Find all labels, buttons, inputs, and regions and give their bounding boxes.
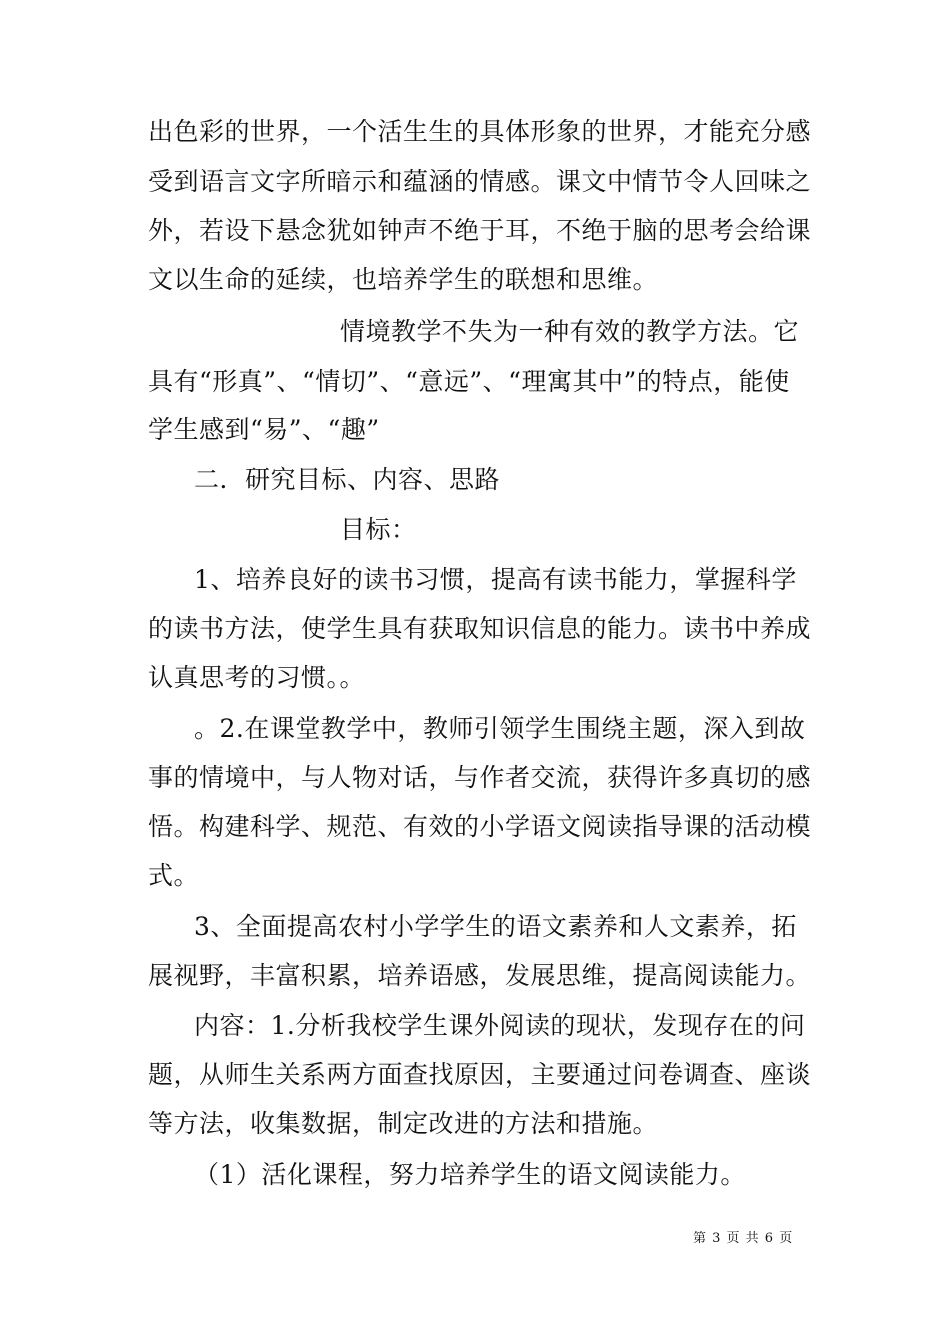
body-text-line: 认真思考的习惯。。 [148,663,366,692]
paragraph-first-line: 。2.在课堂教学中，教师引领学生围绕主题，深入到故 [194,714,806,743]
body-text-line: 受到语言文字所暗示和蕴涵的情感。课文中情节令人回味之 [148,167,812,196]
body-text-line: 外，若设下悬念犹如钟声不绝于耳，不绝于脑的思考会给课 [148,216,812,245]
paragraph-first-line: 1、培养良好的读书习惯，提高有读书能力，掌握科学 [194,565,797,594]
list-item-text: （1）活化课程，努力培养学生的语文阅读能力。 [194,1160,746,1189]
section-heading: 二．研究目标、内容、思路 [194,465,501,494]
subheading-objectives: 目标： [340,515,417,544]
paragraph-first-line: 内容：1.分析我校学生课外阅读的现状，发现存在的问 [194,1011,806,1040]
body-text-line: 事的情境中，与人物对话，与作者交流，获得许多真切的感 [148,763,812,792]
body-text-line: 题，从师生关系两方面查找原因，主要通过问卷调查、座谈 [148,1060,812,1089]
body-text-line: 具有“形真”、“情切”、“意远”、“理寓其中”的特点，能使 [148,367,790,396]
body-text-line: 的读书方法，使学生具有获取知识信息的能力。读书中养成 [148,614,812,643]
body-text-line: 文以生命的延续，也培养学生的联想和思维。 [148,265,659,294]
page-number-footer: 第 3 页 共 6 页 [693,1231,794,1246]
paragraph-first-line: 情境教学不失为一种有效的教学方法。它 [340,317,800,346]
body-text-line: 展视野，丰富积累，培养语感，发展思维，提高阅读能力。 [148,961,812,990]
body-text-line: 等方法，收集数据，制定改进的方法和措施。 [148,1109,659,1138]
paragraph-first-line: 3、全面提高农村小学学生的语文素养和人文素养，拓 [194,912,797,941]
body-text-line: 式。 [148,861,200,890]
body-text-line: 出色彩的世界，一个活生生的具体形象的世界，才能充分感 [148,117,812,146]
body-text-line: 悟。构建科学、规范、有效的小学语文阅读指导课的活动模 [148,812,812,841]
body-text-line: 学生感到“易”、“趣” [148,415,380,444]
